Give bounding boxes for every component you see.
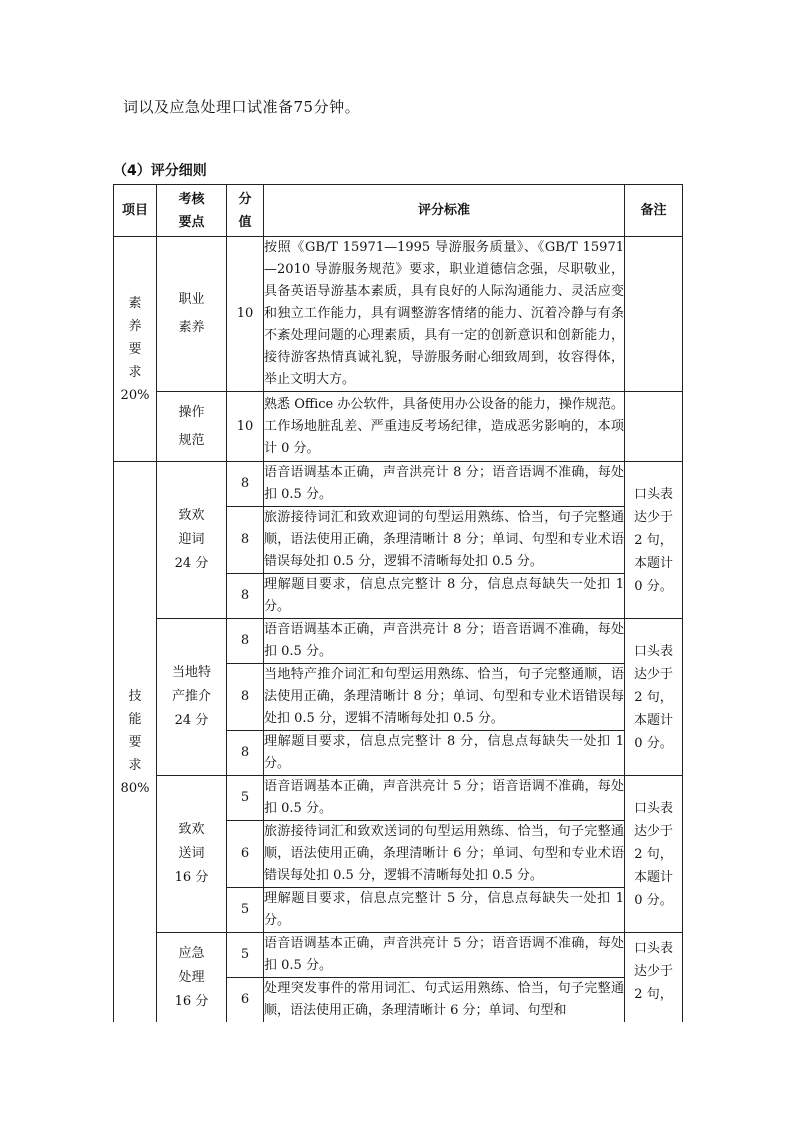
score-cell: 8 xyxy=(227,574,264,619)
group-quality: 素 养 要 求 20% xyxy=(114,237,157,462)
point-cell: 致欢 送词 16 分 xyxy=(157,776,227,933)
standard-cell: 熟悉 Office 办公软件，具备使用办公设备的能力，操作规范。工作场地脏乱差、严重违反考场纪律，造成恶劣影响的，本项计 0 分。 xyxy=(264,392,625,462)
header-item: 项目 xyxy=(114,185,157,237)
standard-cell: 处理突发事件的常用词汇、句式运用熟练、恰当，句子完整通顺，语法使用正确，条理清晰计 6 分；单词、句型和 xyxy=(264,978,625,1023)
standard-cell: 旅游接待词汇和致欢迎词的句型运用熟练、恰当，句子完整通顺，语法使用正确，条理清晰计 8 分；单词、句型和专业术语错误每处扣 0.5 分，逻辑不清晰每处扣 0.5 分。 xyxy=(264,507,625,574)
scoring-table xyxy=(113,184,683,1022)
point-cell: 致欢 迎词 24 分 xyxy=(157,462,227,619)
table-row xyxy=(114,776,683,821)
standard-cell: 语音语调基本正确，声音洪亮计 8 分；语音语调不准确，每处扣 0.5 分。 xyxy=(264,619,625,664)
note-cell: 口头表 达少于 2 句， 本题计 0 分。 xyxy=(625,619,683,776)
score-cell: 5 xyxy=(227,933,264,978)
score-cell: 8 xyxy=(227,462,264,507)
score-cell: 10 xyxy=(227,392,264,462)
score-cell: 5 xyxy=(227,776,264,821)
header-point: 考核 要点 xyxy=(157,185,227,237)
point-cell: 操作 规范 xyxy=(157,392,227,462)
score-cell: 8 xyxy=(227,731,264,776)
table-header-row xyxy=(114,185,683,237)
standard-cell: 按照《GB/T 15971—1995 导游服务质量》、《GB/T 15971—2010 导游服务规范》要求，职业道德信念强，尽职敬业，具备英语导游基本素质，具有良好的人际沟通能力、灵活应变和独立工作能力，具有调整游客情绪的能力、沉着冷静与有条不紊处理问题的心理素质，具有一定的创新意识和创新能力，接待游客热情真诚礼貌，导游服务耐心细致周到，妆容得体，举止文明大方。 xyxy=(264,237,625,392)
standard-cell: 语音语调基本正确，声音洪亮计 5 分；语音语调不准确，每处扣 0.5 分。 xyxy=(264,933,625,978)
standard-cell: 当地特产推介词汇和句型运用熟练、恰当，句子完整通顺，语法使用正确，条理清晰计 8 分；单词、句型和专业术语错误每处扣 0.5 分，逻辑不清晰每处扣 0.5 分。 xyxy=(264,664,625,731)
header-note: 备注 xyxy=(625,185,683,237)
standard-cell: 理解题目要求，信息点完整计 8 分，信息点每缺失一处扣 1 分。 xyxy=(264,731,625,776)
section-title: （4）评分细则 xyxy=(113,163,207,179)
note-cell: 口头表 达少于 2 句， 本题计 0 分。 xyxy=(625,462,683,619)
note-cell xyxy=(625,392,683,462)
table-row xyxy=(114,237,683,392)
standard-cell: 语音语调基本正确，声音洪亮计 5 分；语音语调不准确，每处扣 0.5 分。 xyxy=(264,776,625,821)
standard-cell: 旅游接待词汇和致欢送词的句型运用熟练、恰当，句子完整通顺，语法使用正确，条理清晰计 6 分；单词、句型和专业术语错误每处扣 0.5 分，逻辑不清晰每处扣 0.5 分。 xyxy=(264,821,625,888)
score-cell: 8 xyxy=(227,664,264,731)
score-cell: 6 xyxy=(227,978,264,1023)
intro-text: 词以及应急处理口试准备75分钟。 xyxy=(123,98,361,116)
standard-cell: 理解题目要求，信息点完整计 5 分，信息点每缺失一处扣 1 分。 xyxy=(264,888,625,933)
score-cell: 6 xyxy=(227,821,264,888)
header-standard: 评分标准 xyxy=(264,185,625,237)
note-cell: 口头表 达少于 2 句， 本题计 0 分。 xyxy=(625,776,683,933)
score-cell: 8 xyxy=(227,619,264,664)
table-row xyxy=(114,619,683,664)
note-cell xyxy=(625,237,683,392)
group-skill: 技 能 要 求 80% xyxy=(114,462,157,1023)
standard-cell: 理解题目要求，信息点完整计 8 分，信息点每缺失一处扣 1 分。 xyxy=(264,574,625,619)
point-cell: 应急 处理 16 分 xyxy=(157,933,227,1023)
note-cell: 口头表 达少于 2 句， xyxy=(625,933,683,1023)
header-score: 分 值 xyxy=(227,185,264,237)
point-cell: 当地特 产推介 24 分 xyxy=(157,619,227,776)
standard-cell: 语音语调基本正确，声音洪亮计 8 分；语音语调不准确，每处扣 0.5 分。 xyxy=(264,462,625,507)
table-row xyxy=(114,462,683,507)
score-cell: 10 xyxy=(227,237,264,392)
table-row xyxy=(114,933,683,978)
score-cell: 8 xyxy=(227,507,264,574)
table-row xyxy=(114,392,683,462)
score-cell: 5 xyxy=(227,888,264,933)
point-cell: 职业 素养 xyxy=(157,237,227,392)
